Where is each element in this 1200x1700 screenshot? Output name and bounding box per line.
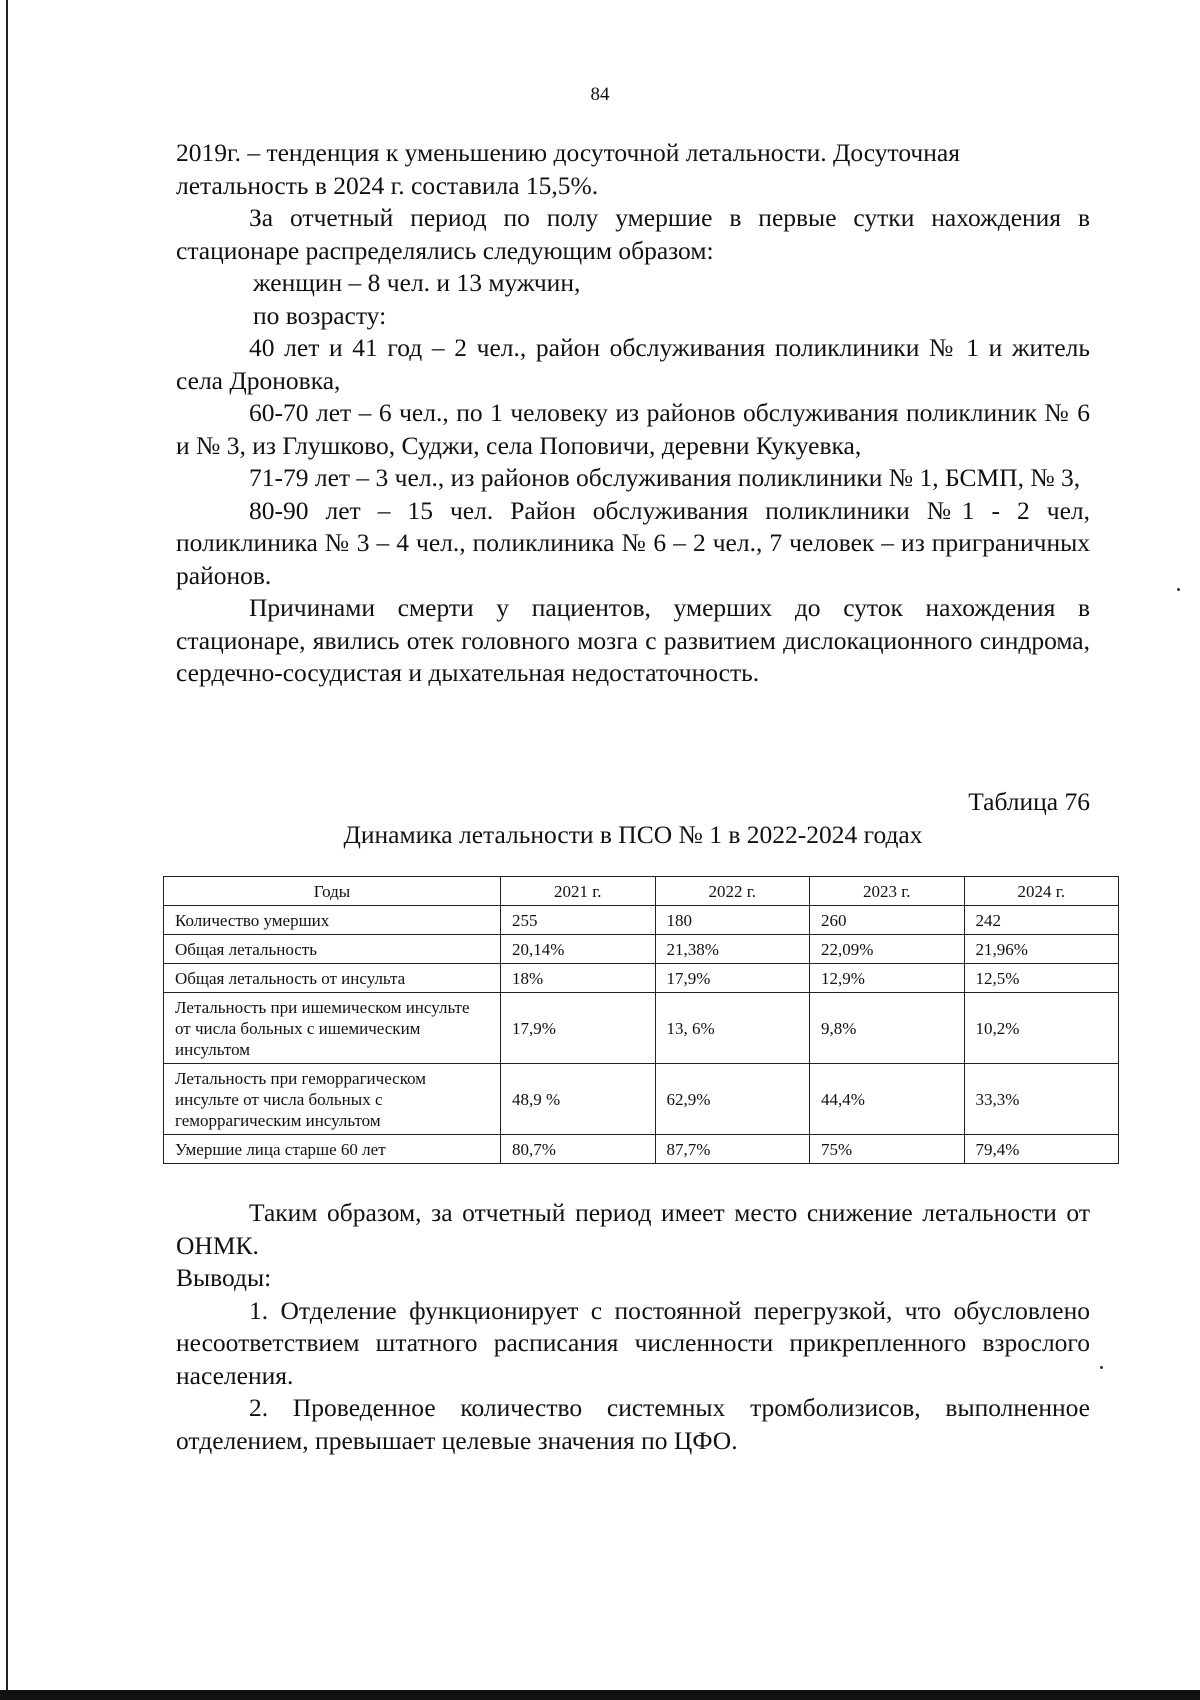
scan-edge-left bbox=[6, 0, 8, 1700]
paragraph: 71-79 лет – 3 чел., из районов обслуживания поликлиники № 1, БСМП, № 3, bbox=[249, 463, 1081, 492]
cell: 20,14% bbox=[501, 935, 656, 964]
cell: 10,2% bbox=[964, 993, 1119, 1064]
row-label: Общая летальность от инсульта bbox=[164, 964, 501, 993]
paragraph: 2019г. – тенденция к уменьшению досуточной летальности. Досуточная летальность в 2024 г. составила 15,5%. bbox=[176, 138, 960, 200]
scan-speck bbox=[1177, 588, 1180, 591]
header-2022: 2022 г. bbox=[655, 877, 810, 906]
table-row bbox=[164, 906, 1119, 935]
cell: 12,9% bbox=[810, 964, 965, 993]
table-row bbox=[164, 1135, 1119, 1164]
table-title: Динамика летальности в ПСО № 1 в 2022-2024 годах bbox=[343, 820, 923, 849]
cell: 255 bbox=[501, 906, 656, 935]
row-label: Количество умерших bbox=[164, 906, 501, 935]
cell: 180 bbox=[655, 906, 810, 935]
cell: 75% bbox=[810, 1135, 965, 1164]
cell: 22,09% bbox=[810, 935, 965, 964]
summary-paragraph: Таким образом, за отчетный период имеет место снижение летальности от ОНМК. bbox=[176, 1198, 1090, 1260]
table-header-row bbox=[164, 877, 1119, 906]
row-label: Летальность при ишемическом инсульте от числа больных с ишемическим инсультом bbox=[164, 993, 501, 1064]
scan-edge-bottom bbox=[0, 1690, 1200, 1700]
scan-speck bbox=[1100, 1366, 1103, 1369]
conclusion-item: 1. Отделение функционирует с постоянной перегрузкой, что обусловлено несоответствием штатного расписания численности прикрепленного взрослого населения. bbox=[176, 1295, 1090, 1390]
body-text-bottom bbox=[176, 1197, 1090, 1457]
cell: 18% bbox=[501, 964, 656, 993]
cell: 21,96% bbox=[964, 935, 1119, 964]
cell: 21,38% bbox=[655, 935, 810, 964]
cell: 87,7% bbox=[655, 1135, 810, 1164]
cell: 44,4% bbox=[810, 1064, 965, 1135]
body-text-top bbox=[176, 137, 1090, 690]
header-2023: 2023 г. bbox=[810, 877, 965, 906]
cell: 79,4% bbox=[964, 1135, 1119, 1164]
conclusions-heading: Выводы: bbox=[176, 1263, 272, 1292]
row-label: Умершие лица старше 60 лет bbox=[164, 1135, 501, 1164]
row-label: Летальность при геморрагическом инсульте от числа больных с геморрагическим инсультом bbox=[164, 1064, 501, 1135]
paragraph: 60-70 лет – 6 чел., по 1 человеку из районов обслуживания поликлиник № 6 и № 3, из Глушково, Суджи, села Поповичи, деревни Кукуевка, bbox=[176, 398, 1090, 460]
paragraph: 80-90 лет – 15 чел. Район обслуживания поликлиники №1 - 2 чел, поликлиника № 3 – 4 чел., поликлиника № 6 – 2 чел., 7 человек – из приграничных районов. bbox=[176, 495, 1090, 590]
cell: 260 bbox=[810, 906, 965, 935]
paragraph: За отчетный период по полу умершие в первые сутки нахождения в стационаре распределялись следующим образом: bbox=[176, 203, 1090, 265]
cell: 9,8% bbox=[810, 993, 965, 1064]
cell: 12,5% bbox=[964, 964, 1119, 993]
cell: 17,9% bbox=[655, 964, 810, 993]
header-2024: 2024 г. bbox=[964, 877, 1119, 906]
header-2021: 2021 г. bbox=[501, 877, 656, 906]
cell: 13, 6% bbox=[655, 993, 810, 1064]
cell: 33,3% bbox=[964, 1064, 1119, 1135]
paragraph: по возрасту: bbox=[253, 300, 387, 330]
conclusion-item: 2. Проведенное количество системных тромболизисов, выполненное отделением, превышает целевые значения по ЦФО. bbox=[176, 1393, 1090, 1455]
page-number: 84 bbox=[590, 84, 610, 105]
cell: 48,9 % bbox=[501, 1064, 656, 1135]
mortality-table bbox=[163, 876, 1119, 1164]
table-row bbox=[164, 1064, 1119, 1135]
cell: 80,7% bbox=[501, 1135, 656, 1164]
table-row bbox=[164, 935, 1119, 964]
table-row bbox=[164, 964, 1119, 993]
cell: 62,9% bbox=[655, 1064, 810, 1135]
header-years: Годы bbox=[164, 877, 501, 906]
table-number: Таблица 76 bbox=[968, 787, 1090, 816]
cell: 242 bbox=[964, 906, 1119, 935]
table-row bbox=[164, 993, 1119, 1064]
paragraph: 40 лет и 41 год – 2 чел., район обслуживания поликлиники № 1 и житель села Дроновка, bbox=[176, 333, 1090, 395]
paragraph: женщин – 8 чел. и 13 мужчин, bbox=[253, 268, 581, 297]
row-label: Общая летальность bbox=[164, 935, 501, 964]
cell: 17,9% bbox=[501, 993, 656, 1064]
paragraph: Причинами смерти у пациентов, умерших до суток нахождения в стационаре, явились отек головного мозга с развитием дислокационного синдрома, сердечно-сосудистая и дыхательная недостаточность. bbox=[176, 593, 1090, 687]
